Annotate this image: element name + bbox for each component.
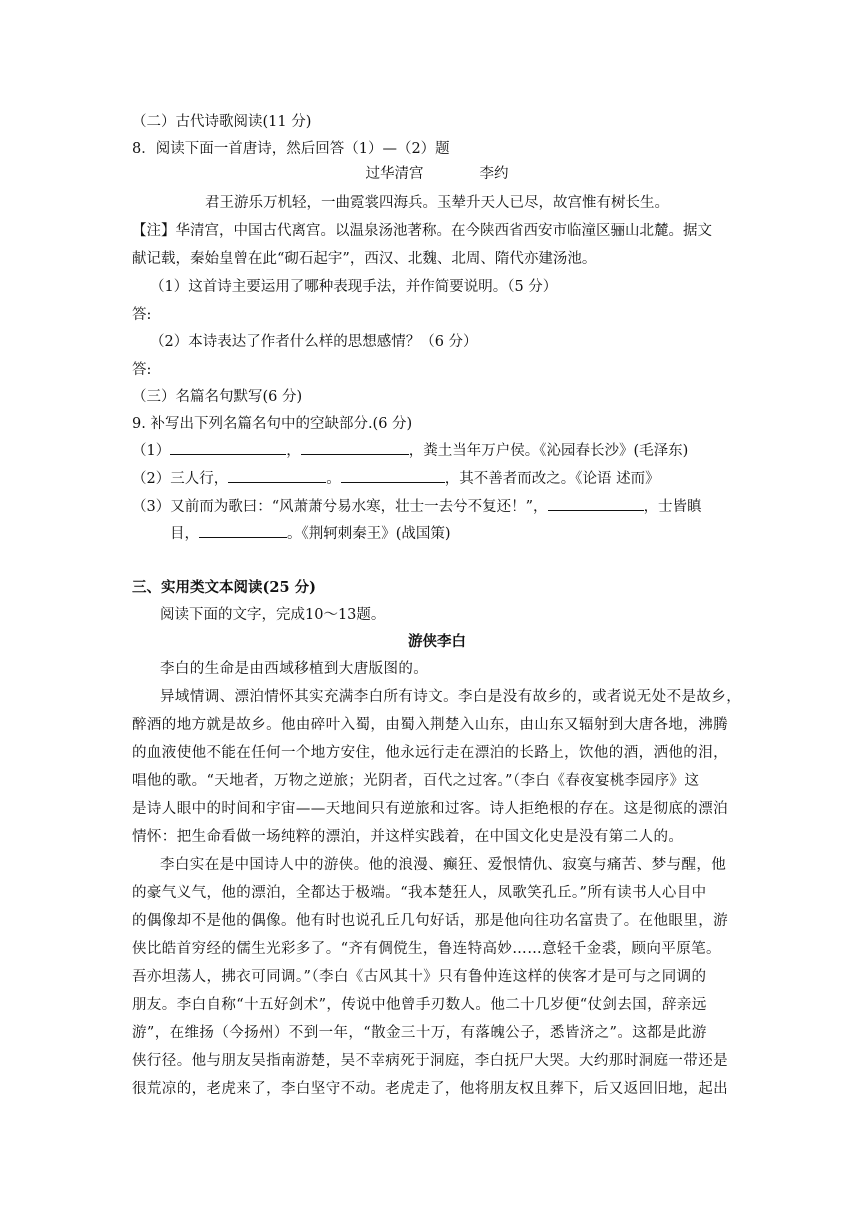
answer-blank[interactable]	[341, 468, 445, 483]
article-line: 醉酒的地方就是故乡。他由碎叶入蜀，由蜀入荆楚入山东，由山东又辐射到大唐各地，沸腾	[132, 717, 728, 733]
answer-label-1: 答:	[132, 307, 152, 323]
article-line: 朋友。李白自称“十五好剑术”，传说中他曾手刃数人。他二十几岁便“仗剑去国，辞亲远	[132, 997, 707, 1013]
answer-blank[interactable]	[170, 440, 286, 455]
question-text: （2）三人行，	[132, 471, 229, 487]
poem-note-line-2: 献记载，秦始皇曾在此“砌石起宇”，西汉、北魏、北周、隋代亦建汤池。	[132, 251, 597, 267]
question-8-2: （2）本诗表达了作者什么样的思想感情？（6 分）	[150, 334, 478, 350]
answer-blank[interactable]	[228, 468, 326, 483]
question-9-2	[132, 468, 742, 489]
question-9-intro: 9. 补写出下列名篇名句中的空缺部分.(6 分)	[132, 416, 413, 432]
article-line: 李白实在是中国诗人中的游侠。他的浪漫、癫狂、爱恨情仇、寂寞与痛苦、梦与醒，他	[160, 857, 727, 873]
item-number: （1）	[132, 443, 171, 459]
section-heading-recitation: （三）名篇名句默写(6 分)	[132, 389, 303, 405]
question-8-intro: 8．阅读下面一首唐诗，然后回答（1）—（2）题	[132, 141, 450, 157]
poem-title: 过华清宫	[365, 166, 424, 182]
question-8-1: （1）这首诗主要运用了哪种表现手法，并作简要说明。（5 分）	[150, 279, 558, 295]
punctuation: 。	[326, 471, 341, 487]
question-text: 目，	[170, 526, 199, 542]
question-9-3	[132, 496, 742, 517]
question-text: ，粪土当年万户侯。《沁园春长沙》(毛泽东)	[408, 443, 689, 459]
section-heading-practical-reading: 三、实用类文本阅读(25 分)	[132, 579, 316, 596]
article-line: 的偶像却不是他的偶像。他有时也说孔丘几句好话，那是他向往功名富贵了。在他眼里，游	[132, 913, 728, 929]
answer-blank[interactable]	[548, 496, 644, 511]
article-line: 游”，在维扬（今扬州）不到一年，“散金三十万，有落魄公子，悉皆济之”。这都是此游	[132, 1025, 707, 1041]
punctuation: ，	[286, 443, 301, 459]
article-line: 很荒凉的，老虎来了，李白坚守不动。老虎走了，他将朋友权且葬下，后又返回旧地，起出	[132, 1081, 728, 1097]
article-line: 侠比皓首穷经的儒生光彩多了。“齐有倜傥生，鲁连特高妙……意轻千金裘，顾向平原笔。	[132, 941, 721, 957]
reading-instruction: 阅读下面的文字，完成10～13题。	[160, 607, 386, 623]
question-text: （3）又前而为歌曰：“风萧萧兮易水寒，壮士一去兮不复还！”，	[132, 499, 548, 515]
poem-author: 李约	[479, 166, 509, 182]
answer-blank[interactable]	[301, 440, 409, 455]
article-line: 是诗人眼中的时间和宇宙——天地间只有逆旅和过客。诗人拒绝根的存在。这是彻底的漂泊	[132, 801, 728, 817]
article-line: 侠行径。他与朋友吴指南游楚，吴不幸病死于洞庭，李白抚尸大哭。大约那时洞庭一带还是	[132, 1053, 728, 1069]
poem-note-line-1: 【注】华清宫，中国古代离宫。以温泉汤池著称。在今陕西省西安市临潼区骊山北麓。据文	[132, 223, 712, 239]
question-text: 。《荆轲刺秦王》(战国策)	[287, 526, 451, 542]
article-line: 唱他的歌。“天地者，万物之逆旅；光阴者，百代之过客。”（李白《春夜宴桃李园序》这	[132, 773, 700, 789]
question-text: ，士皆瞋	[643, 499, 702, 515]
article-title: 游侠李白	[408, 634, 466, 650]
answer-blank[interactable]	[199, 523, 287, 538]
poem-title-line	[132, 164, 742, 184]
article-line: 李白的生命是由西域移植到大唐版图的。	[160, 661, 429, 677]
answer-label-2: 答:	[132, 362, 152, 378]
question-9-3-cont	[170, 523, 780, 544]
question-text: ，其不善者而改之。《论语 述而》	[444, 471, 660, 487]
section-heading-poetry: （二）古代诗歌阅读(11 分)	[132, 114, 312, 130]
article-line: 异域情调、漂泊情怀其实充满李白所有诗文。李白是没有故乡的，或者说无处不是故乡，	[160, 689, 742, 705]
article-line: 的血液使他不能在任何一个地方安住，他永远行走在漂泊的长路上，饮他的酒，洒他的泪，	[132, 745, 728, 761]
article-line: 情怀：把生命看做一场纯粹的漂泊，并这样实践着，在中国文化史是没有第二人的。	[132, 829, 684, 845]
article-line: 的豪气义气，他的漂泊，全都达于极端。“我本楚狂人，凤歌笑孔丘。”所有读书人心目中	[132, 885, 707, 901]
article-line: 吾亦坦荡人，拂衣可同调。”（李白《古风其十》只有鲁仲连这样的侠客才是可与之同调的	[132, 969, 707, 985]
poem-text: 君王游乐万机轻，一曲霓裳四海兵。玉辇升天人已尽，故宫惟有树长生。	[205, 195, 669, 211]
question-9-1	[132, 440, 742, 461]
